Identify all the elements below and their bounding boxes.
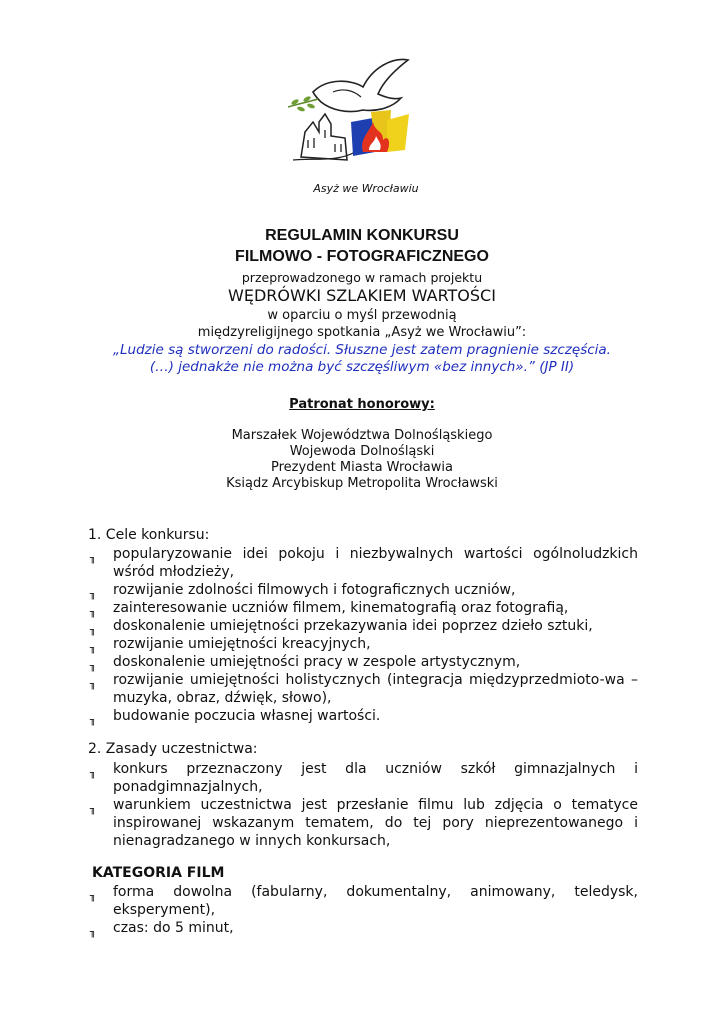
patronat-heading: Patronat honorowy: [289,397,435,412]
list-item: ╖ doskonalenie umiejętności przekazywania idei poprzez dzieło sztuki, [88,617,638,635]
subtitle: przeprowadzonego w ramach projektu [241,270,483,285]
section-2-heading: 2. Zasady uczestnictwa: [88,741,258,757]
bullet-icon: ╖ [90,661,97,672]
bullet-icon: ╖ [90,768,97,779]
bullet-icon: ╖ [90,607,97,618]
bullet-icon: ╖ [90,679,97,690]
patron-item: Wojewoda Dolnośląski [289,444,435,459]
quote-line-1: „Ludzie są stworzeni do radości. Słuszne jest zatem pragnienie szczęścia. [113,342,611,358]
patron-item: Ksiądz Arcybiskup Metropolita Wrocławski [226,476,498,491]
list-item: ╖ zainteresowanie uczniów filmem, kinematografią oraz fotografią, [88,599,638,617]
list-item: ╖ warunkiem uczestnictwa jest przesłanie filmu lub zdjęcia o tematyce inspirowanej wskazanym tematem, do tej pory nieprezentowanego i nienagradzanego w innych konkursach, [90,797,638,849]
bullet-icon: ╖ [90,643,97,654]
patron-item: Prezydent Miasta Wrocławia [271,460,453,475]
logo-caption: Asyż we Wrocławiu [313,182,419,195]
list-item: ╖ rozwijanie umiejętności kreacyjnych, [88,635,638,653]
category-heading: KATEGORIA FILM [92,865,225,881]
bullet-icon: ╖ [90,804,97,815]
list-item: ╖ doskonalenie umiejętności pracy w zespole artystycznym, [88,653,638,671]
bullet-icon: ╖ [90,589,97,600]
patron-item: Marszałek Województwa Dolnośląskiego [231,428,493,443]
title-line-2: FILMOWO - FOTOGRAFICZNEGO [235,248,489,265]
section-2-list [88,760,638,850]
list-item: ╖ konkurs przeznaczony jest dla uczniów szkół gimnazjalnych i ponadgimnazjalnych, [90,761,638,795]
asyz-logo [283,52,433,202]
section-1-heading: 1. Cele konkursu: [88,527,210,543]
header-line-2: międzyreligijnego spotkania „Asyż we Wrocławiu”: [197,325,527,340]
list-item: ╖ budowanie poczucia własnej wartości. [88,707,638,725]
title-line-1: REGULAMIN KONKURSU [265,227,459,244]
list-item: ╖ rozwijanie zdolności filmowych i fotograficznych uczniów, [88,581,638,599]
list-item: ╖ czas: do 5 minut, [88,919,638,937]
bullet-icon: ╖ [90,625,97,636]
header-line-1: w oparciu o myśl przewodnią [267,308,457,323]
list-item: ╖ rozwijanie umiejętności holistycznych (integracja międzyprzedmioto-wa – muzyka, obraz, dźwięk, słowo), [90,672,638,706]
dove-icon [313,59,408,111]
project-name: WĘDRÓWKI SZLAKIEM WARTOŚCI [228,286,496,305]
bullet-icon: ╖ [90,715,97,726]
section-1-list [88,545,638,725]
quote-line-2: (…) jednakże nie można być szczęśliwym «bez innych».” (JP II) [149,359,575,375]
list-item: ╖ forma dowolna (fabularny, dokumentalny, animowany, teledysk, eksperyment), [90,884,638,918]
list-item: ╖ popularyzowanie idei pokoju i niezbywalnych wartości ogólnoludzkich wśród młodzieży, [90,546,638,580]
bullet-icon: ╖ [90,553,97,564]
bullet-icon: ╖ [90,927,97,938]
category-list [88,883,638,937]
church-icon [301,114,347,160]
bullet-icon: ╖ [90,891,97,902]
